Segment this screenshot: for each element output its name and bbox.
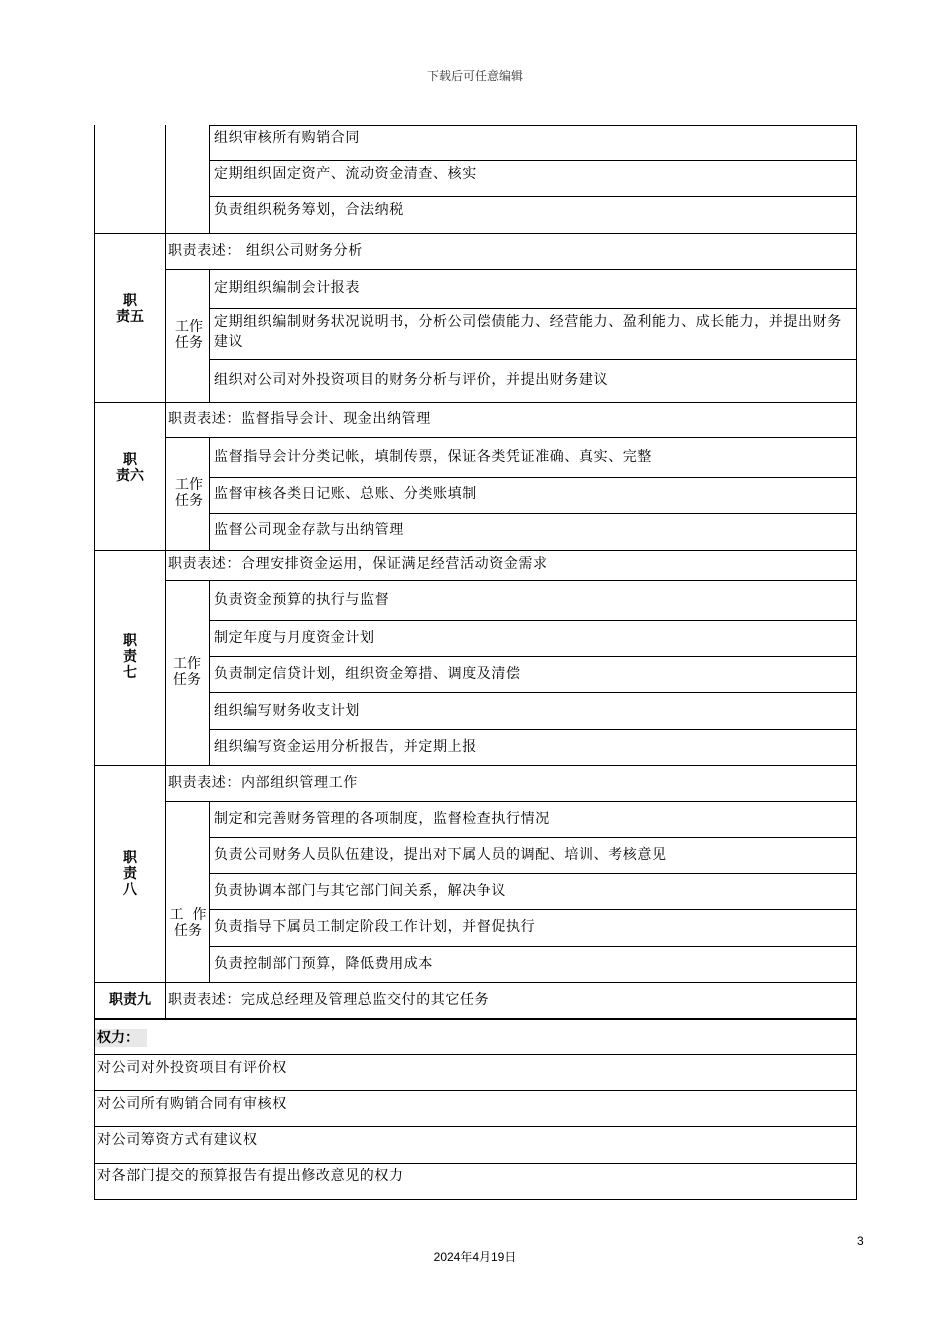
row-line	[209, 160, 857, 161]
table-border-bottom	[94, 1199, 857, 1200]
authority-item: 对公司对外投资项目有评价权	[97, 1060, 287, 1076]
task-item: 组织审核所有购销合同	[214, 130, 360, 146]
page-number: 3	[857, 1234, 864, 1248]
task-item: 组织对公司对外投资项目的财务分析与评价，并提出财务建议	[214, 372, 609, 388]
duty-8-task-label: 工 作 任务	[169, 907, 207, 939]
table-border-right	[856, 125, 857, 1200]
duty-8-statement: 职责表述：内部组织管理工作	[168, 775, 358, 791]
row-line	[94, 1163, 857, 1164]
duty-7-statement: 职责表述：合理安排资金运用，保证满足经营活动资金需求	[168, 556, 548, 572]
duty-6-statement: 职责表述：监督指导会计、现金出纳管理	[168, 411, 431, 427]
footer-date: 2024年4月19日	[433, 1250, 517, 1264]
col-divider	[165, 402, 166, 550]
duty-6-label: 职 责六	[116, 452, 144, 484]
row-line	[209, 196, 857, 197]
task-item: 定期组织编制财务状况说明书，分析公司偿债能力、经营能力、盈利能力、成长能力，并提出财务建议	[214, 314, 842, 350]
row-line	[209, 873, 857, 874]
duty-5-label: 职 责五	[116, 293, 144, 325]
duty-7-task-label: 工作 任务	[173, 656, 201, 688]
row-line	[165, 437, 857, 438]
row-line	[209, 308, 857, 309]
row-line	[209, 656, 857, 657]
task-item: 组织编写资金运用分析报告，并定期上报	[214, 739, 477, 755]
duty-8-label: 职 责 八	[123, 850, 137, 898]
row-line	[94, 1126, 857, 1127]
task-item: 负责控制部门预算，降低费用成本	[214, 956, 433, 972]
authority-item: 对公司筹资方式有建议权	[97, 1132, 258, 1148]
col-divider	[165, 233, 166, 402]
row-line	[209, 477, 857, 478]
header-note: 下载后可任意编辑	[426, 69, 523, 83]
task-item: 监督审核各类日记账、总账、分类账填制	[214, 486, 477, 502]
row-line	[165, 801, 857, 802]
task-item: 定期组织编制会计报表	[214, 280, 360, 296]
duty-9-statement: 职责表述：完成总经理及管理总监交付的其它任务	[168, 992, 490, 1008]
task-item: 负责公司财务人员队伍建设，提出对下属人员的调配、培训、考核意见	[214, 847, 667, 863]
col-divider	[209, 580, 210, 765]
authority-item: 对各部门提交的预算报告有提出修改意见的权力	[97, 1168, 404, 1184]
col-divider	[165, 125, 166, 233]
task-item: 负责制定信贷计划，组织资金筹措、调度及清偿	[214, 666, 521, 682]
section-line	[94, 982, 857, 983]
row-line	[165, 580, 857, 581]
task-item: 监督公司现金存款与出纳管理	[214, 522, 404, 538]
task-item: 负责指导下属员工制定阶段工作计划，并督促执行	[214, 919, 536, 935]
task-item: 组织编写财务收支计划	[214, 703, 360, 719]
section-line	[94, 765, 857, 766]
duty-9-label: 职责九	[109, 992, 151, 1008]
row-line	[209, 359, 857, 360]
row-line	[165, 269, 857, 270]
task-item: 定期组织固定资产、流动资金清查、核实	[214, 166, 477, 182]
row-line	[209, 692, 857, 693]
row-line	[209, 729, 857, 730]
row-line	[94, 1054, 857, 1055]
authority-title: 权力：	[97, 1030, 139, 1046]
authority-item: 对公司所有购销合同有审核权	[97, 1096, 287, 1112]
section-line	[94, 233, 857, 234]
duty-7-label: 职 责 七	[123, 633, 137, 681]
duty-5-statement: 职责表述： 组织公司财务分析	[168, 243, 363, 259]
row-line	[209, 125, 857, 126]
col-divider	[165, 982, 166, 1018]
task-item: 监督指导会计分类记帐，填制传票，保证各类凭证准确、真实、完整	[214, 449, 652, 465]
task-item: 制定年度与月度资金计划	[214, 630, 375, 646]
section-line	[94, 550, 857, 551]
task-item: 负责资金预算的执行与监督	[214, 592, 390, 608]
row-line	[94, 1090, 857, 1091]
task-item: 负责协调本部门与其它部门间关系，解决争议	[214, 883, 506, 899]
row-line	[209, 620, 857, 621]
duty-6-task-label: 工作 任务	[175, 477, 203, 509]
row-line	[209, 909, 857, 910]
row-line	[209, 946, 857, 947]
task-item: 负责组织税务筹划，合法纳税	[214, 202, 404, 218]
section-line	[94, 402, 857, 403]
task-item: 制定和完善财务管理的各项制度，监督检查执行情况	[214, 811, 550, 827]
section-line	[94, 1018, 857, 1020]
col-divider	[209, 125, 210, 233]
row-line	[209, 837, 857, 838]
row-line	[209, 513, 857, 514]
duty-5-task-label: 工作 任务	[175, 319, 203, 351]
